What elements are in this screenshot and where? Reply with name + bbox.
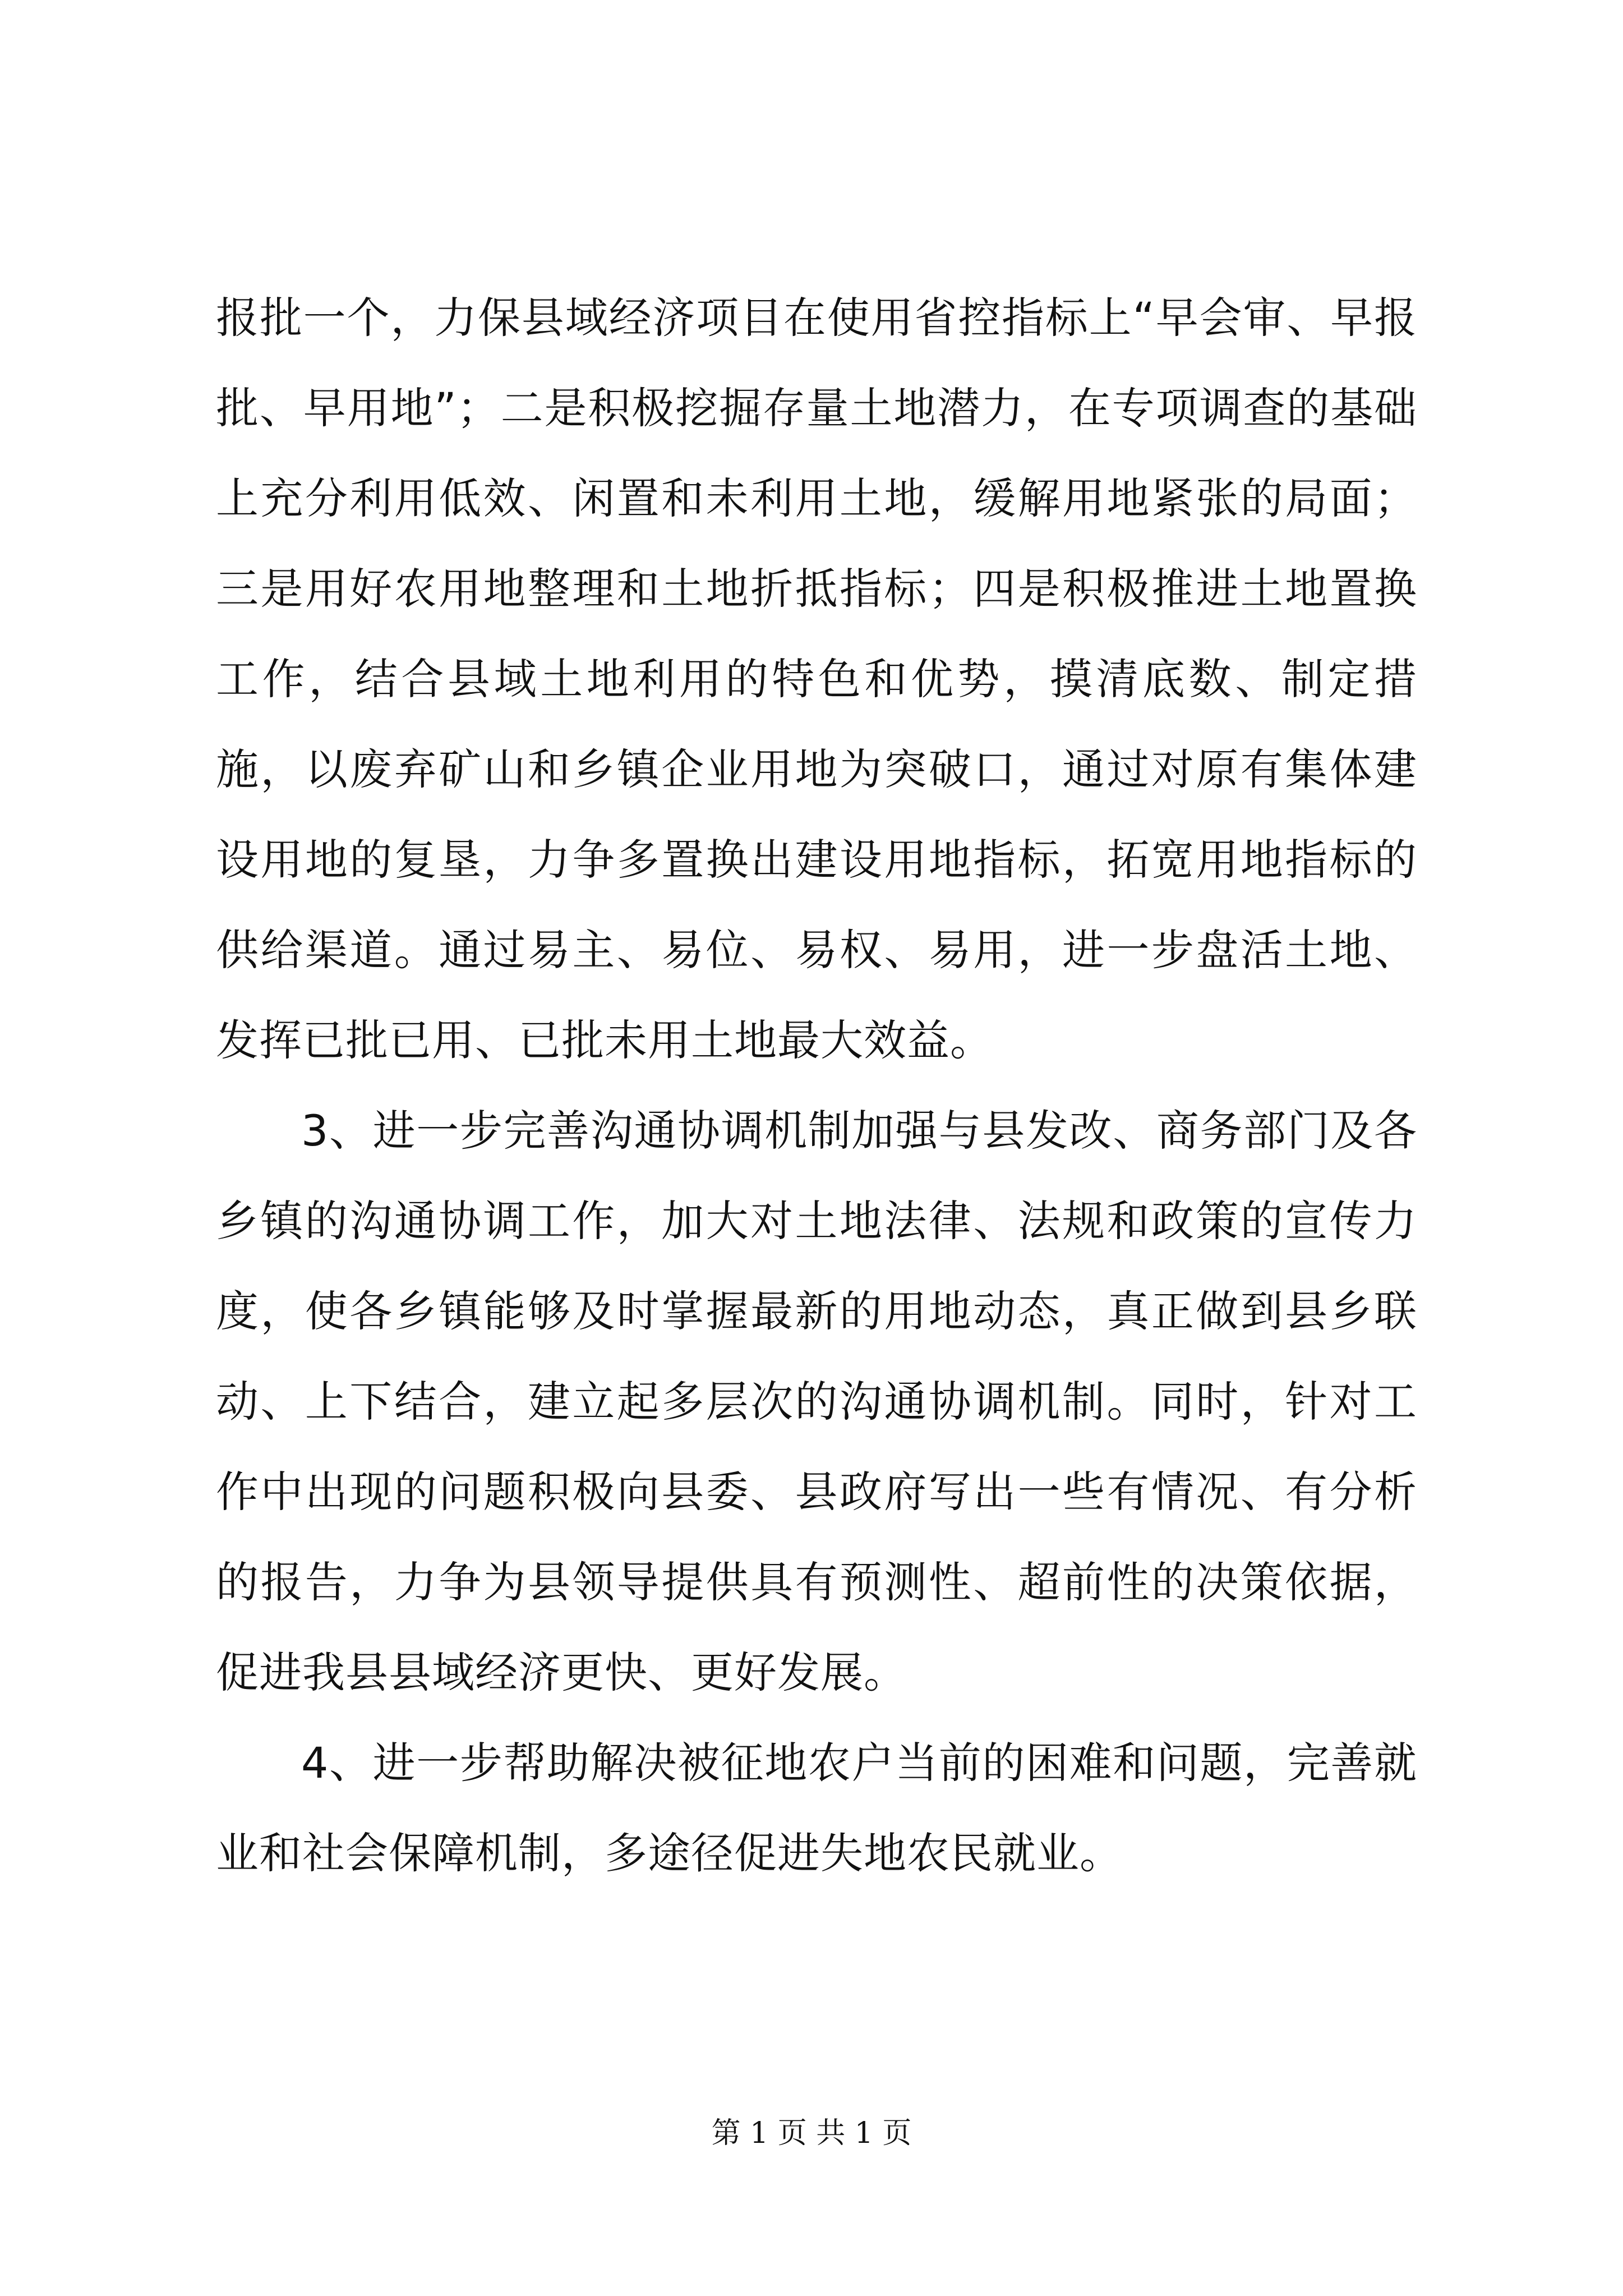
paragraph-item-3: 3、进一步完善沟通协调机制加强与县发改、商务部门及各乡镇的沟通协调工作，加大对土地法律、法规和政策的宣传力度，使各乡镇能够及时掌握最新的用地动态，真正做到县乡联动、上下结合，建立起多层次的沟通协调机制。同时，针对工作中出现的问题积极向县委、县政府写出一些有情况、有分析的报告，力争为县领导提供具有预测性、超前性的决策依据，促进我县县域经济更快、更好发展。 (216, 1106, 1417, 1697)
paragraph-item-4: 4、进一步帮助解决被征地农户当前的困难和问题，完善就业和社会保障机制，多途径促进失地农民就业。 (216, 1738, 1417, 1878)
paragraph-continuation: 报批一个，力保县域经济项目在使用省控指标上“早会审、早报批、早用地”；二是积极挖掘存量土地潜力，在专项调查的基础上充分利用低效、闲置和未利用土地，缓解用地紧张的局面；三是用好农用地整理和土地折抵指标；四是积极推进土地置换工作，结合县域土地利用的特色和优势，摸清底数、制定措施，以废弃矿山和乡镇企业用地为突破口，通过对原有集体建设用地的复垦，力争多置换出建设用地指标，拓宽用地指标的供给渠道。通过易主、易位、易权、易用，进一步盘活土地、发挥已批已用、已批未用土地最大效益。 (216, 293, 1417, 1065)
page-number-footer: 第 1 页 共 1 页 (711, 2116, 912, 2150)
document-body (216, 273, 1417, 1898)
